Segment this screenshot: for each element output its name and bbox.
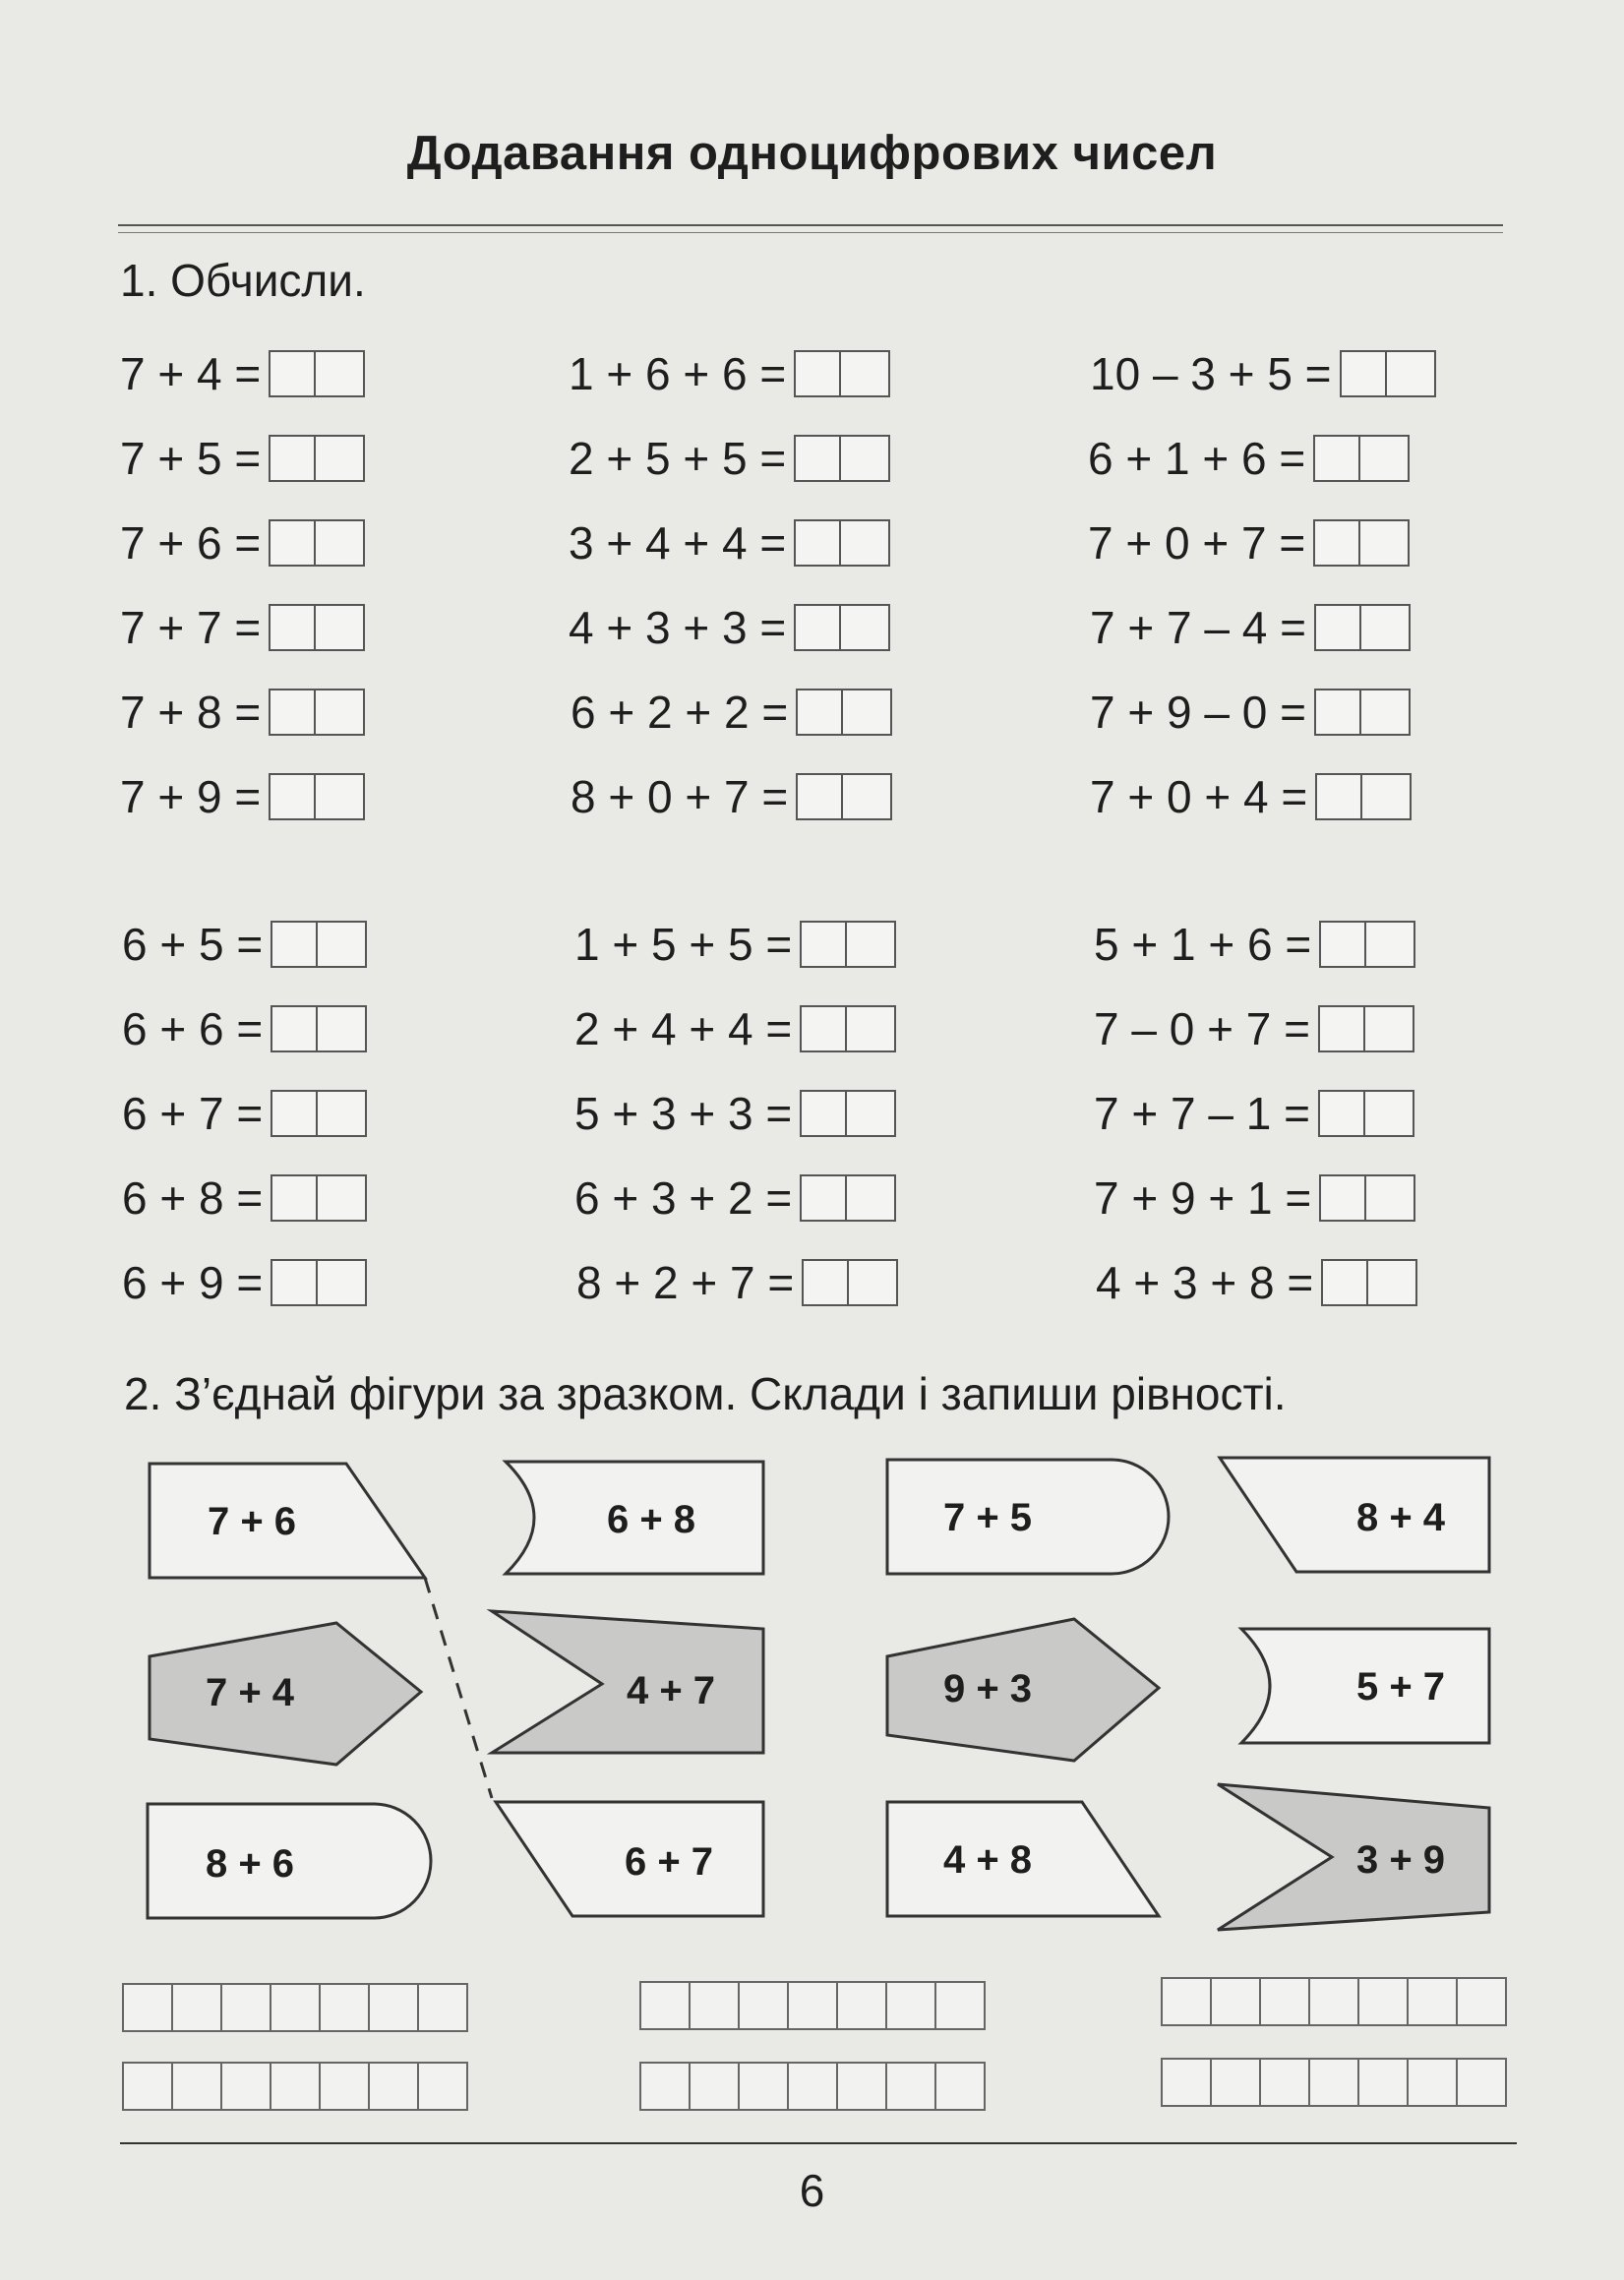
expression-text: 5 + 3 + 3 = bbox=[574, 1088, 793, 1139]
sample-connection-line bbox=[425, 1578, 492, 1798]
shape-label: 7 + 6 bbox=[207, 1500, 297, 1543]
expression-text: 6 + 1 + 6 = bbox=[1088, 433, 1306, 484]
expression-text: 6 + 2 + 2 = bbox=[571, 687, 789, 738]
shape-label: 4 + 7 bbox=[626, 1669, 716, 1712]
expression-text: 10 – 3 + 5 = bbox=[1090, 348, 1332, 399]
equation-grid[interactable] bbox=[122, 2062, 468, 2111]
expression-text: 6 + 7 = bbox=[122, 1088, 264, 1139]
page-title: Додавання одноцифрових чисел bbox=[406, 127, 1218, 180]
expression-text: 7 + 7 = bbox=[120, 602, 262, 653]
shape-label: 8 + 4 bbox=[1355, 1496, 1446, 1539]
equation-grid[interactable] bbox=[639, 2062, 986, 2111]
expression-text: 7 + 4 = bbox=[120, 348, 262, 399]
equation-grid[interactable] bbox=[1161, 2058, 1507, 2107]
page-number: 6 bbox=[799, 2165, 825, 2216]
expression-text: 6 + 3 + 2 = bbox=[574, 1172, 793, 1224]
expression-text: 7 – 0 + 7 = bbox=[1094, 1003, 1310, 1054]
expression-text: 7 + 8 = bbox=[120, 687, 262, 738]
shape-parallelogram[interactable] bbox=[1220, 1458, 1489, 1572]
expression-text: 7 + 7 – 1 = bbox=[1094, 1088, 1310, 1139]
expression-text: 8 + 0 + 7 = bbox=[571, 771, 789, 822]
expression-text: 1 + 6 + 6 = bbox=[569, 348, 787, 399]
shape-notched[interactable] bbox=[1218, 1784, 1489, 1930]
task1-heading: 1. Обчисли. bbox=[120, 255, 366, 306]
expression-text: 3 + 4 + 4 = bbox=[569, 517, 787, 569]
expression-text: 7 + 0 + 4 = bbox=[1090, 771, 1308, 822]
shape-label: 9 + 3 bbox=[942, 1667, 1033, 1710]
expression-text: 2 + 4 + 4 = bbox=[574, 1003, 793, 1054]
expression-text: 8 + 2 + 7 = bbox=[576, 1257, 795, 1308]
expression-text: 7 + 9 – 0 = bbox=[1090, 687, 1306, 738]
expression-text: 6 + 6 = bbox=[122, 1003, 264, 1054]
expression-text: 4 + 3 + 3 = bbox=[569, 602, 787, 653]
shape-label: 3 + 9 bbox=[1355, 1838, 1446, 1882]
shape-label: 7 + 4 bbox=[205, 1671, 295, 1714]
expression-text: 5 + 1 + 6 = bbox=[1094, 919, 1312, 970]
shape-label: 6 + 8 bbox=[606, 1498, 696, 1541]
expression-text: 7 + 9 = bbox=[120, 771, 262, 822]
expression-text: 7 + 0 + 7 = bbox=[1088, 517, 1306, 569]
expression-text: 1 + 5 + 5 = bbox=[574, 919, 793, 970]
shape-label: 7 + 5 bbox=[942, 1496, 1033, 1539]
task2-heading: 2. З’єднай фігури за зразком. Склади і запиши рівності. bbox=[124, 1368, 1287, 1419]
expression-text: 6 + 5 = bbox=[122, 919, 264, 970]
expression-text: 7 + 6 = bbox=[120, 517, 262, 569]
footer-rule bbox=[120, 2142, 1517, 2144]
expression-text: 4 + 3 + 8 = bbox=[1096, 1257, 1314, 1308]
shape-label: 6 + 7 bbox=[624, 1840, 714, 1884]
shape-label: 8 + 6 bbox=[205, 1842, 295, 1886]
expression-text: 7 + 7 – 4 = bbox=[1090, 602, 1306, 653]
expression-text: 6 + 9 = bbox=[122, 1257, 264, 1308]
expression-text: 2 + 5 + 5 = bbox=[569, 433, 787, 484]
expression-text: 6 + 8 = bbox=[122, 1172, 264, 1224]
shape-label: 4 + 8 bbox=[942, 1838, 1033, 1882]
shape-label: 5 + 7 bbox=[1355, 1665, 1446, 1709]
equation-grid[interactable] bbox=[639, 1981, 986, 2030]
equation-grid[interactable] bbox=[1161, 1977, 1507, 2026]
expression-text: 7 + 9 + 1 = bbox=[1094, 1172, 1312, 1224]
equation-grid[interactable] bbox=[122, 1983, 468, 2032]
expression-text: 7 + 5 = bbox=[120, 433, 262, 484]
